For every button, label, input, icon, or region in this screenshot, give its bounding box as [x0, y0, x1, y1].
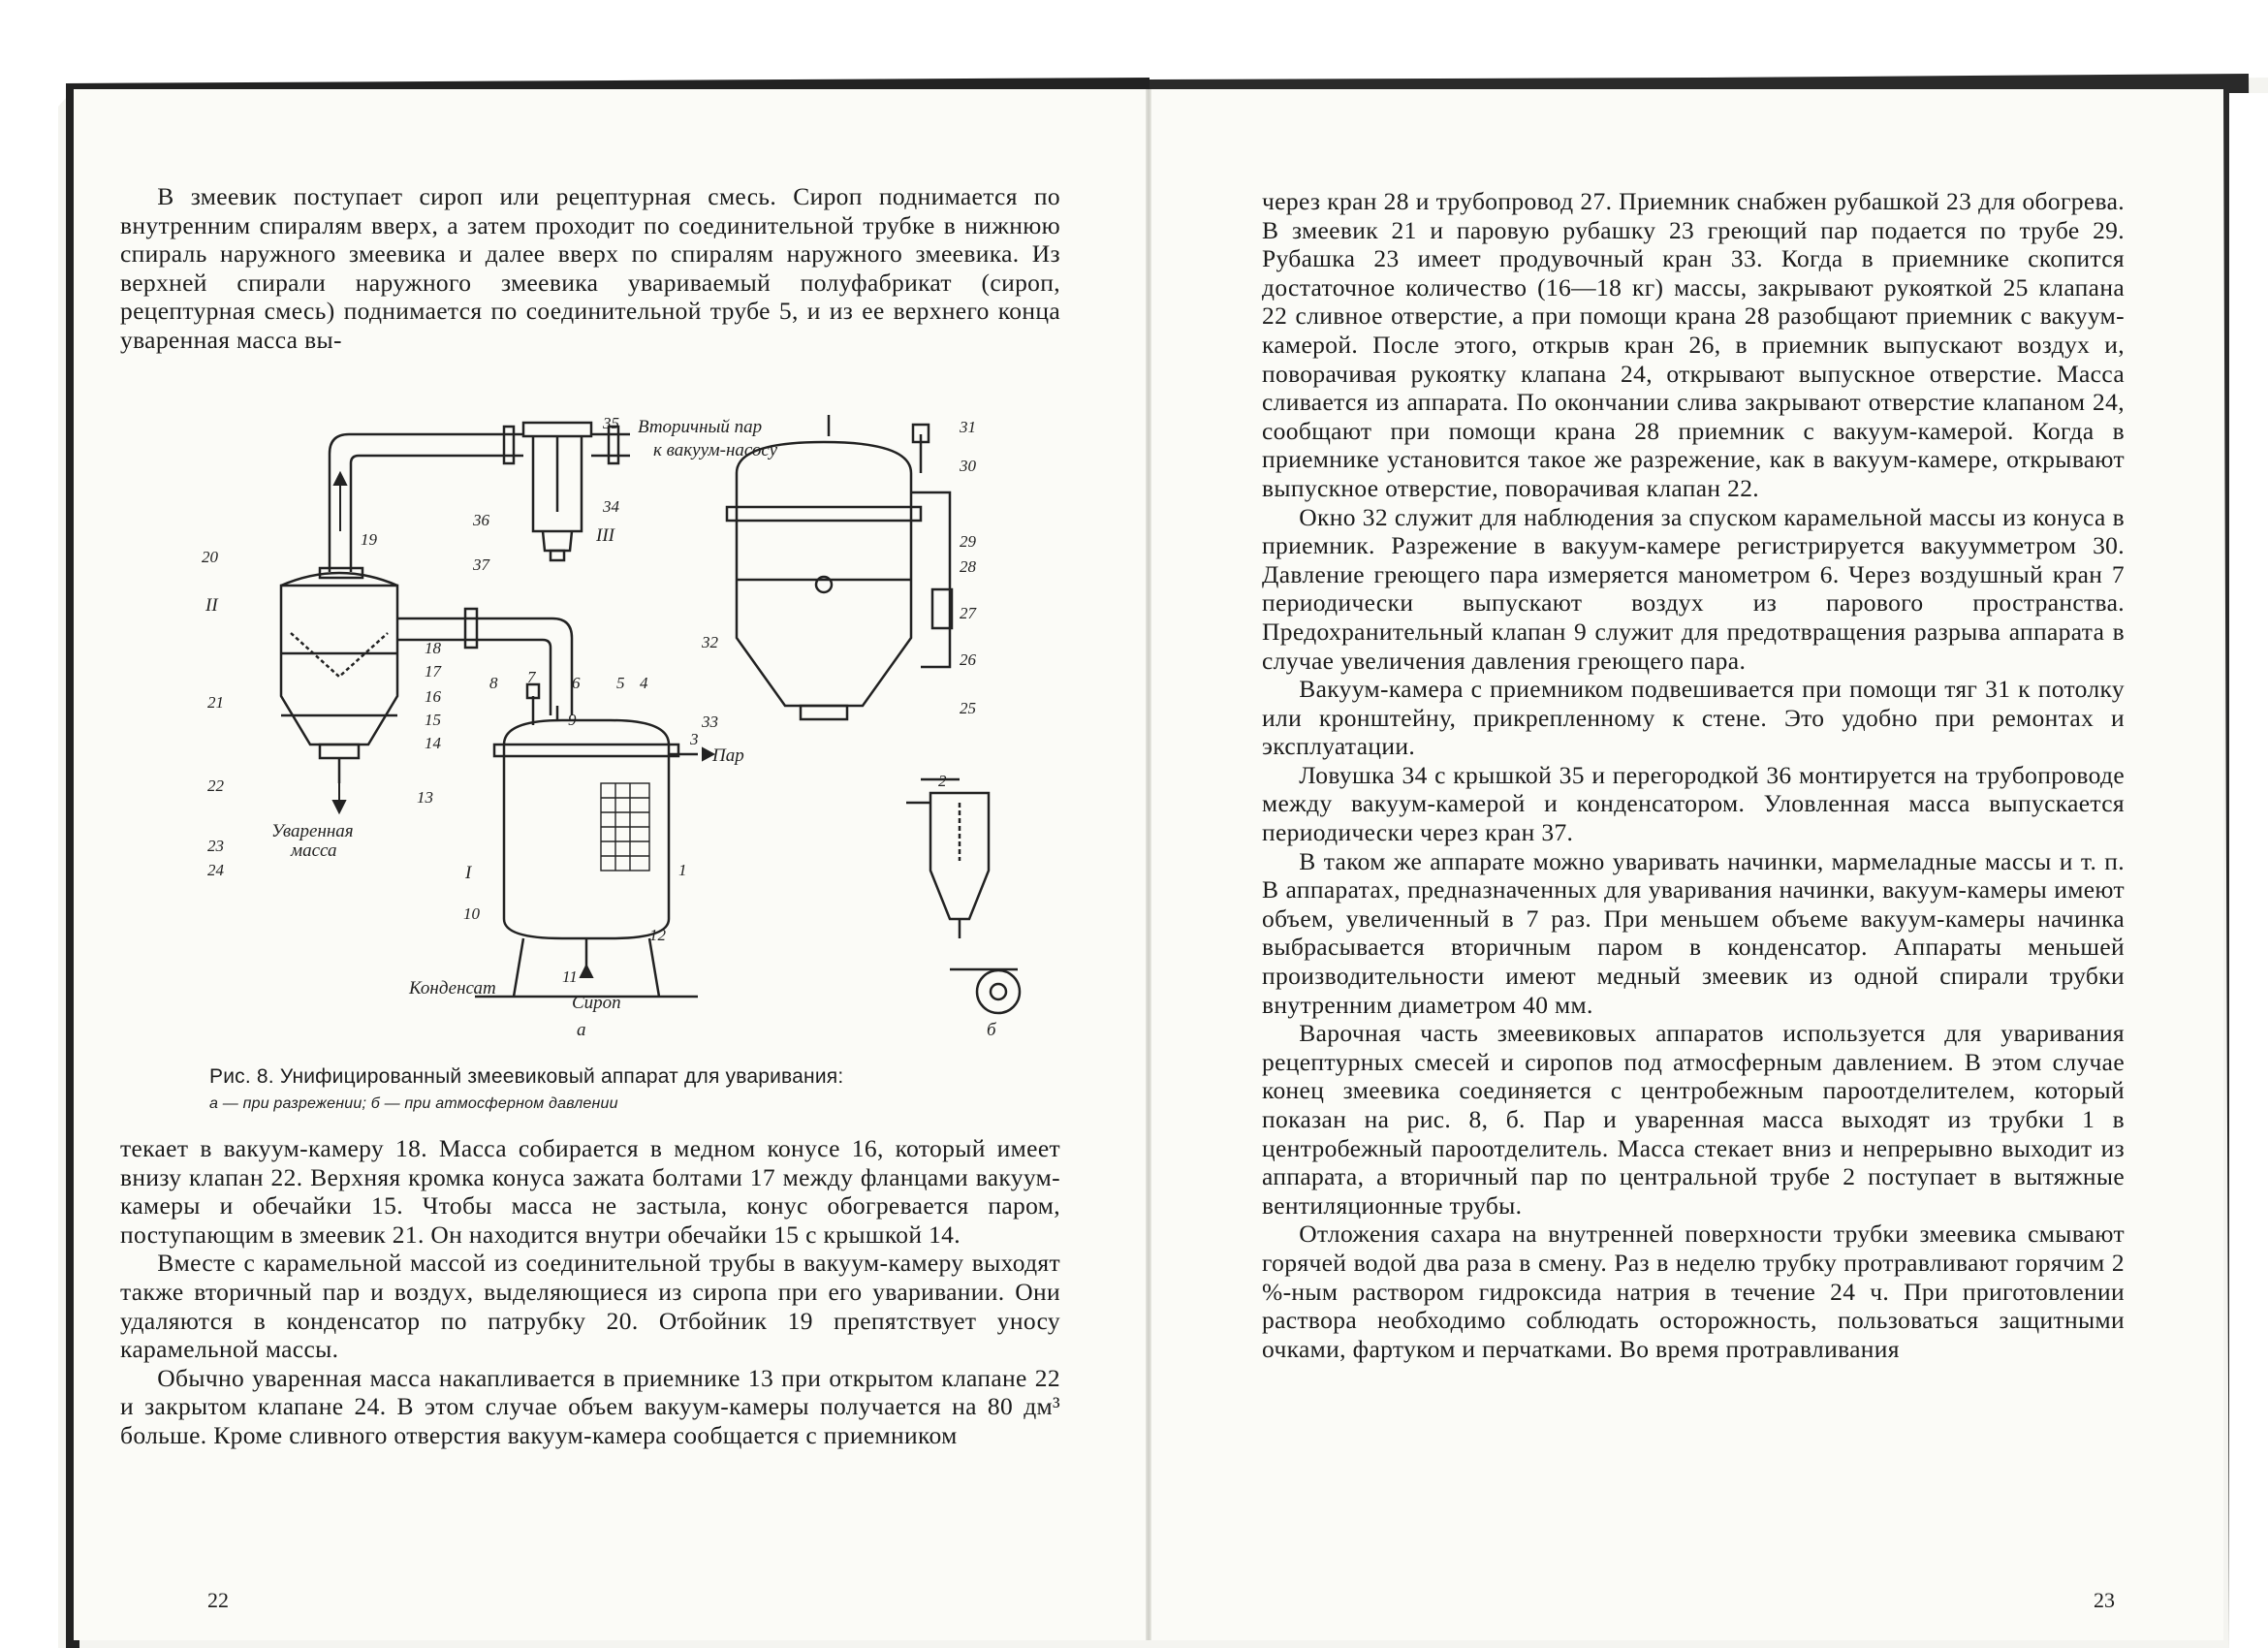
num-24: 24	[207, 861, 224, 879]
num-31: 31	[960, 418, 976, 436]
num-27: 27	[960, 604, 976, 622]
num-7: 7	[527, 668, 536, 686]
page-number-right: 23	[2094, 1588, 2115, 1612]
num-17: 17	[425, 662, 441, 681]
num-36: 36	[473, 511, 489, 529]
paragraph: через кран 28 и трубопровод 27. Приемник снабжен рубашкой 23 для обогрева. В змеевик 21 и паровую рубашку 23 греющий пар подается по трубе 29. Рубашка 23 имеет продувочный кран 33. Когда в приемнике скопится достаточное количество (16—18 кг) массы, закрывают рукояткой 25 клапана 22 сливное отверстие, а при помощи крана 28 разобщают приемник с вакуум-камерой. После этого, открыв кран 26, в приемник выпускают воздух и, поворачивая рукоятку клапана 24, открывают выпускное отверстие. Масса сливается из аппарата. По окончании слива закрывают отверстие клапаном 24, сообщают при помощи крана 28 приемник с вакуум-камерой. Когда в приемнике установится такое же разрежение, как в вакуум-камере, открывают выпускное отверстие, поворачивая клапан 22.	[1262, 187, 2125, 502]
paragraph: Варочная часть змеевиковых аппаратов используется для уваривания рецептурных смесей и сиропов под атмосферным давлением. В этом случае конец змеевика соединяется с центробежным пароотделителем, который показан на рис. 8, б. Пар и уваренная масса выходят из трубки 1 в центробежный пароотделитель. Масса стекает вниз и непрерывно выходит из аппарата, а вторичный пар по центральной трубе 2 поступает в вытяжные вентиляционные трубы.	[1262, 1019, 2125, 1220]
caption-subtitle: а — при разрежении; б — при атмосферном давлении	[209, 1095, 618, 1112]
num-9: 9	[568, 711, 577, 729]
num-28: 28	[960, 557, 976, 576]
num-21: 21	[207, 693, 224, 712]
label-roman-1: I	[465, 863, 472, 883]
paragraph: Ловушка 34 с крышкой 35 и перегородкой 36 монтируется на трубопроводе между вакуум-камерой и конденсатором. Уловленная масса выпускается периодически через кран 37.	[1262, 760, 2125, 847]
num-11: 11	[562, 967, 578, 986]
paragraph: Окно 32 служит для наблюдения за спуском карамельной массы из конуса в приемник. Разрежение в вакуум-камере регистрируется вакуумметром 30. Давление греющего пара измеряется манометром 6. Через воздушный кран 7 периодически выпускают воздух из парового пространства. Предохранительный клапан 9 служит для предотвращения разрыва аппарата в случае увеличения давления греющего пара.	[1262, 502, 2125, 675]
label-output-2: масса	[291, 840, 337, 861]
num-15: 15	[425, 711, 441, 729]
paragraph: В змеевик поступает сироп или рецептурная смесь. Сироп поднимается по внутренним спиралям вверх, а затем проходит по соединительной трубке в нижнюю спираль наружного змеевика и далее вверх по спиралям наружного змеевика. Из верхней спирали наружного змеевика увариваемый полуфабрикат (сироп, рецептурная смесь) поднимается по соединительной трубе 5, и из ее верхнего конца уваренная масса вы-	[120, 182, 1060, 354]
num-22: 22	[207, 776, 224, 795]
paragraph: Вместе с карамельной массой из соединительной трубы в вакуум-камеру выходят также вторичный пар и воздух, выделяющиеся из сиропа при его уваривании. Они удаляются в конденсатор по патрубку 20. Отбойник 19 препятствует уносу карамельной массы.	[120, 1249, 1060, 1364]
label-steam: Пар	[712, 745, 744, 766]
num-6: 6	[572, 674, 581, 692]
right-text	[1262, 187, 2125, 1363]
num-23: 23	[207, 837, 224, 855]
num-18: 18	[425, 639, 441, 657]
num-29: 29	[960, 532, 976, 551]
num-20: 20	[202, 548, 218, 566]
label-vacuum-pump: к вакуум-насосу	[653, 440, 778, 460]
paragraph: В таком же аппарате можно уваривать начинки, мармеладные массы и т. п. В аппаратах, предназначенных для уваривания начинки, вакуум-камеры имеют объем, увеличенный в 7 раз. При меньшем объеме вакуум-камеры начинка выбрасывается вторичным паром в конденсатор. Аппараты меньшей производительности имеют медный змеевик из одной спирали трубки внутренним диаметром 40 мм.	[1262, 846, 2125, 1019]
left-text-bottom	[120, 1134, 1060, 1450]
label-fig-a: а	[577, 1020, 586, 1035]
paragraph: Обычно уваренная масса накапливается в приемнике 13 при открытом клапане 22 и закрытом клапане 24. В этом случае объем вакуум-камеры получается на 80 дм³ больше. Кроме сливного отверстия вакуум-камера сообщается с приемником	[120, 1363, 1060, 1449]
num-32: 32	[702, 633, 718, 651]
num-5: 5	[616, 674, 625, 692]
figure-8-apparatus-diagram	[184, 415, 1124, 1035]
num-8: 8	[489, 674, 498, 692]
paragraph: Вакуум-камера с приемником подвешивается при помощи тяг 31 к потолку или кронштейну, прикрепленному к стене. Это удобно при ремонтах и эксплуатации.	[1262, 675, 2125, 761]
num-2: 2	[938, 772, 947, 790]
num-3: 3	[690, 730, 699, 748]
left-text-top	[120, 182, 1060, 355]
num-37: 37	[473, 555, 489, 574]
label-syrup: Сироп	[572, 993, 621, 1013]
num-34: 34	[603, 497, 619, 516]
book-spine	[1146, 89, 1151, 1640]
num-26: 26	[960, 650, 976, 669]
num-12: 12	[649, 926, 666, 944]
page-number-left: 22	[207, 1588, 229, 1612]
num-35: 35	[603, 415, 619, 432]
num-16: 16	[425, 687, 441, 706]
figure-caption	[209, 1063, 1062, 1118]
num-13: 13	[417, 788, 433, 807]
num-10: 10	[463, 904, 480, 923]
label-output-1: Уваренная	[271, 821, 354, 841]
num-33: 33	[702, 713, 718, 731]
num-1: 1	[678, 861, 687, 879]
label-condensate: Конденсат	[409, 978, 496, 998]
num-30: 30	[960, 457, 976, 475]
caption-title: Рис. 8. Унифицированный змеевиковый аппарат для уваривания:	[209, 1065, 844, 1088]
num-4: 4	[640, 674, 648, 692]
label-fig-b: б	[987, 1020, 996, 1035]
paragraph: Отложения сахара на внутренней поверхности трубки змеевика смывают горячей водой два раза в смену. Раз в неделю трубку протравливают горячим 2 %-ным раствором гидроксида натрия в течение 24 ч. При приготовлении раствора необходимо соблюдать осторожность, пользоваться защитными очками, фартуком и перчатками. Во время протравливания	[1262, 1220, 2125, 1363]
paragraph: текает в вакуум-камеру 18. Масса собирается в медном конусе 16, который имеет внизу клапан 22. Верхняя кромка конуса зажата болтами 17 между фланцами вакуум-камеры и обечайки 15. Чтобы масса не застыла, конус обогревается паром, поступающим в змеевик 21. Он находится внутри обечайки 15 с крышкой 14.	[120, 1134, 1060, 1249]
num-19: 19	[361, 530, 377, 549]
num-25: 25	[960, 699, 976, 717]
label-roman-3: III	[596, 525, 614, 546]
label-vapor: Вторичный пар	[638, 417, 763, 437]
label-roman-2: II	[205, 595, 218, 616]
num-14: 14	[425, 734, 441, 752]
